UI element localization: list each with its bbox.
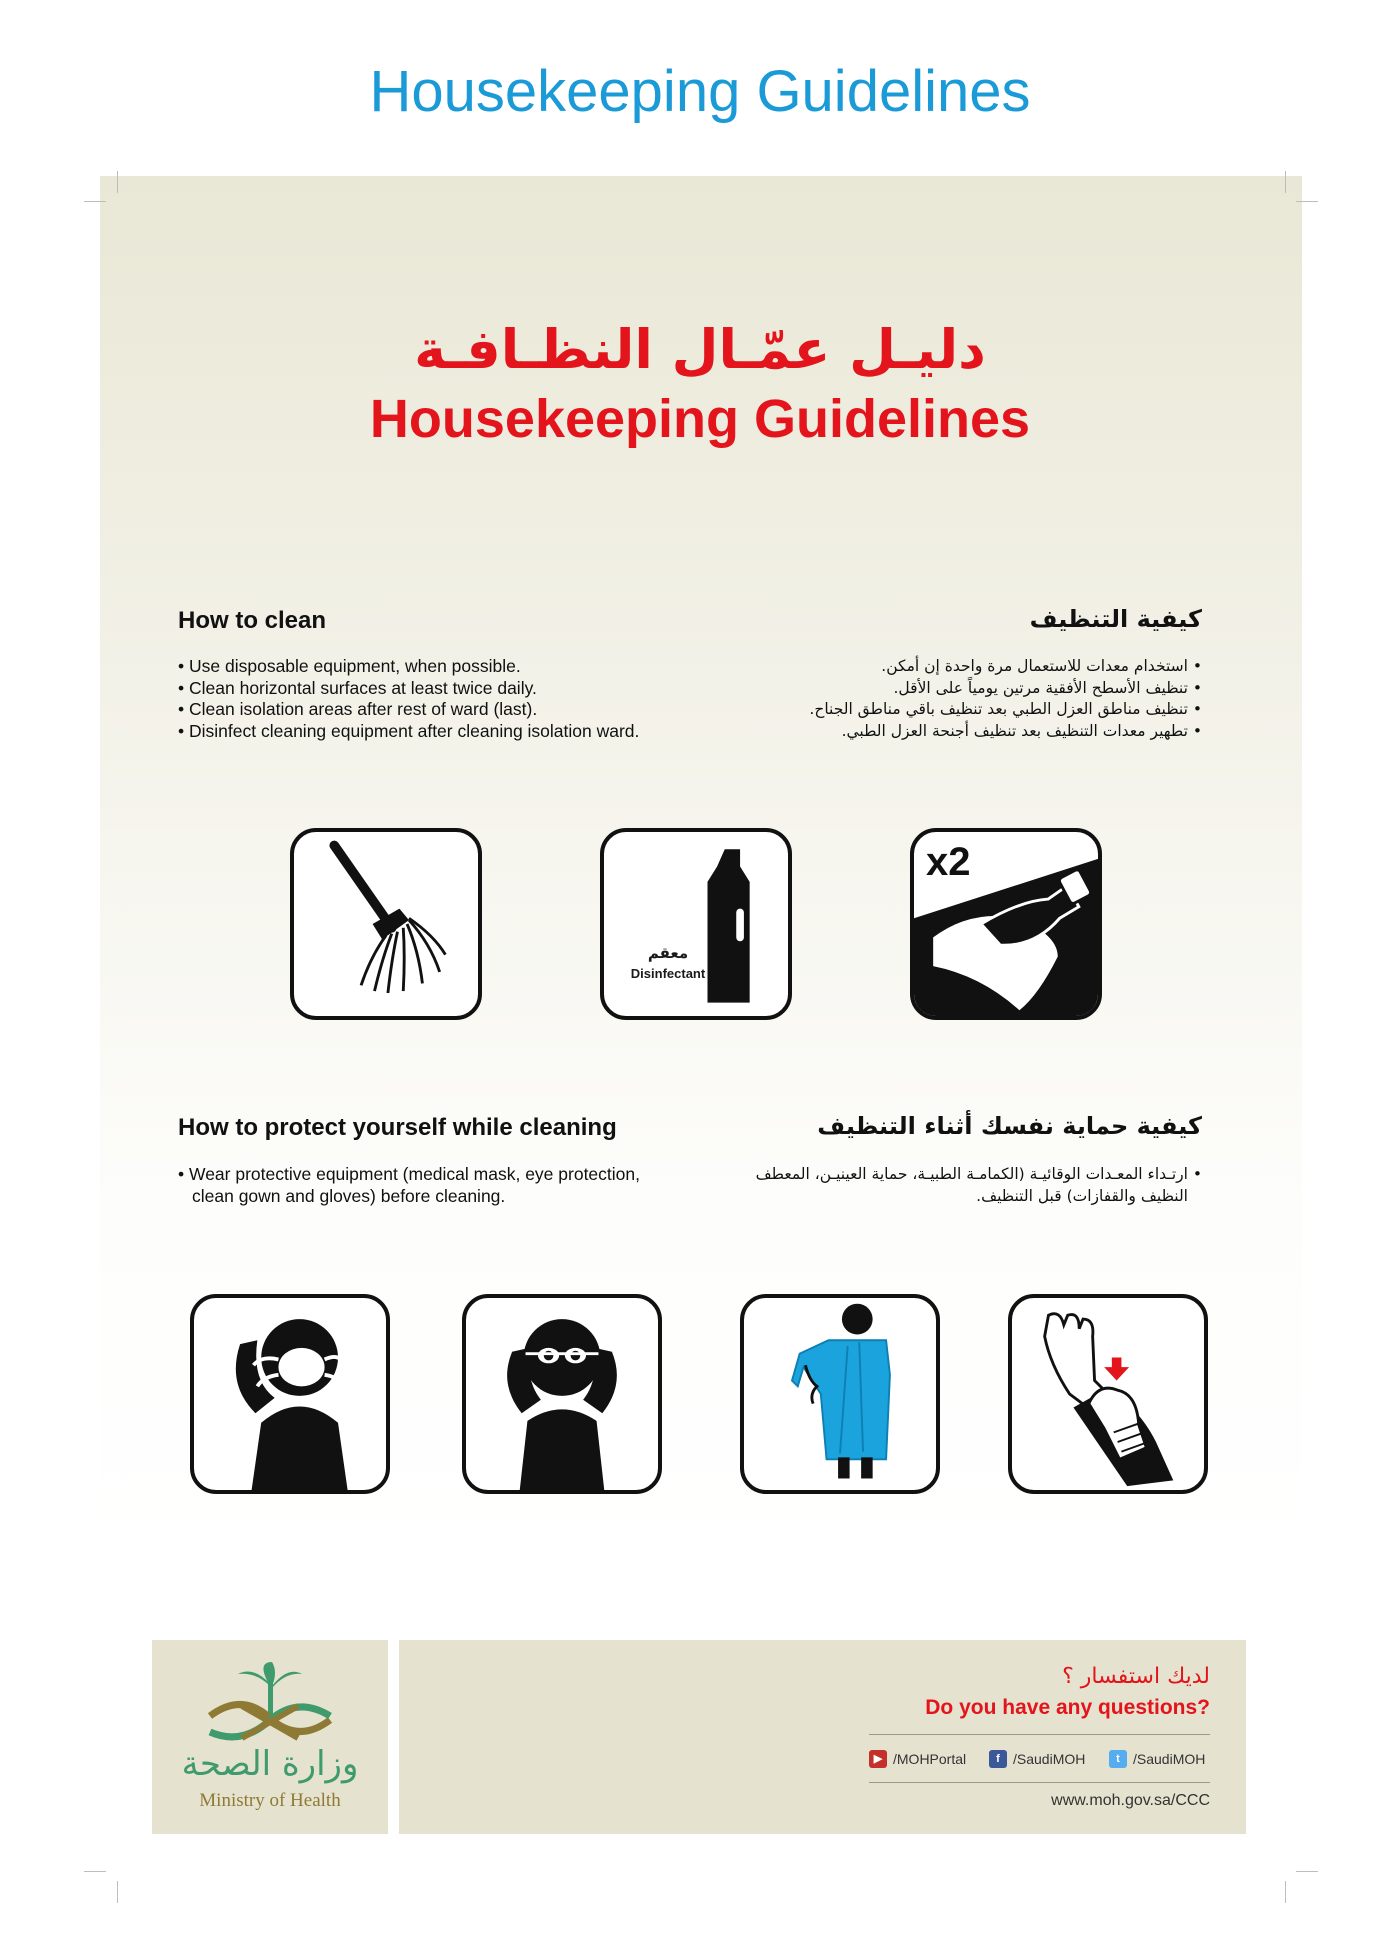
- wipe-surface-twice-icon: [910, 828, 1102, 1020]
- youtube-link[interactable]: [869, 1750, 966, 1768]
- twitter-link[interactable]: [1109, 1750, 1205, 1768]
- questions-heading-arabic: لديك استفسار ؟: [1062, 1664, 1210, 1689]
- page-title: Housekeeping Guidelines: [369, 59, 1031, 124]
- protect-list-arabic: [712, 1164, 1202, 1207]
- contact-panel: [399, 1640, 1246, 1834]
- list-item: • Disinfect cleaning equipment after cleaning isolation ward.: [178, 721, 639, 743]
- crop-mark: [1296, 1871, 1318, 1872]
- protect-list-english: [178, 1164, 678, 1207]
- crop-mark: [84, 1871, 106, 1872]
- disinfectant-label: Disinfectant: [630, 966, 706, 981]
- youtube-icon: ▶: [869, 1750, 887, 1768]
- list-item: • Clean isolation areas after rest of ward (last).: [178, 699, 639, 721]
- facebook-icon: f: [989, 1750, 1007, 1768]
- how-to-clean-heading: How to clean: [178, 607, 327, 634]
- list-item: • تطهير معدات التنظيف بعد تنظيف أجنحة العزل الطبي.: [809, 721, 1202, 743]
- facebook-handle: /SaudiMOH: [1013, 1751, 1086, 1767]
- questions-heading: Do you have any questions?: [925, 1696, 1210, 1719]
- divider: [869, 1734, 1210, 1735]
- ministry-name-english: Ministry of Health: [199, 1790, 341, 1811]
- ministry-logo-panel: [152, 1640, 388, 1834]
- gown-icon: [740, 1294, 940, 1494]
- list-item: • Clean horizontal surfaces at least twice daily.: [178, 678, 639, 700]
- ministry-name-arabic: وزارة الصحة: [181, 1744, 359, 1784]
- ministry-logo-icon: [202, 1662, 338, 1748]
- list-item: • استخدام معدات للاستعمال مرة واحدة إن أمكن.: [809, 656, 1202, 678]
- twitter-handle: /SaudiMOH: [1133, 1751, 1206, 1767]
- crop-mark: [1285, 171, 1286, 193]
- mop-icon: [290, 828, 482, 1020]
- disinfectant-label-arabic: معقم: [647, 944, 689, 962]
- list-item: • ارتـداء المعـدات الوقائيـة (الكمامـة الطبيـة، حماية العينيـن، المعطف النظيف والقفازات) قبل التنظيف.: [712, 1164, 1202, 1207]
- divider: [869, 1782, 1210, 1783]
- how-to-protect-heading: How to protect yourself while cleaning: [178, 1114, 617, 1141]
- crop-mark: [117, 1881, 118, 1903]
- crop-mark: [117, 171, 118, 193]
- x2-badge: x2: [926, 840, 971, 884]
- how-to-protect-heading-arabic: كيفية حماية نفسك أثناء التنظيف: [817, 1112, 1202, 1140]
- disinfectant-bottle-icon: [600, 828, 792, 1020]
- list-item: • تنظيف مناطق العزل الطبي بعد تنظيف باقي مناطق الجناح.: [809, 699, 1202, 721]
- facebook-link[interactable]: [989, 1750, 1085, 1768]
- website-link[interactable]: www.moh.gov.sa/CCC: [1051, 1792, 1210, 1809]
- youtube-handle: /MOHPortal: [893, 1751, 967, 1767]
- poster-title-english: Housekeeping Guidelines: [369, 389, 1031, 449]
- crop-mark: [1296, 201, 1318, 202]
- poster-title-arabic: دليـل عمّـال النظـافـة: [414, 318, 986, 381]
- clean-list-english: [178, 656, 639, 742]
- how-to-clean-heading-arabic: كيفية التنظيف: [1029, 605, 1202, 633]
- gloves-icon: [1008, 1294, 1208, 1494]
- crop-mark: [84, 201, 106, 202]
- crop-mark: [1285, 1881, 1286, 1903]
- twitter-icon: t: [1109, 1750, 1127, 1768]
- clean-list-arabic: [809, 656, 1202, 742]
- list-item: • Use disposable equipment, when possible.: [178, 656, 639, 678]
- list-item: • Wear protective equipment (medical mask, eye protection, clean gown and gloves) before cleaning.: [178, 1164, 678, 1207]
- medical-mask-icon: [190, 1294, 390, 1494]
- eye-protection-icon: [462, 1294, 662, 1494]
- list-item: • تنظيف الأسطح الأفقية مرتين يومياً على الأقل.: [809, 678, 1202, 700]
